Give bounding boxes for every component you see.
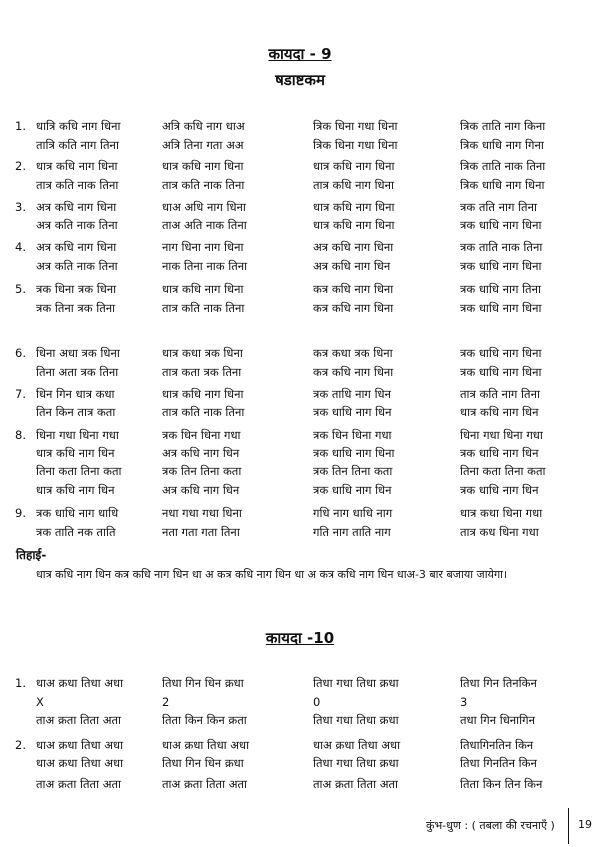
kayda9-row — [0, 346, 600, 364]
bol-cell: त्रिक ताति नाक तिना — [460, 159, 546, 173]
bol-cell: त्रक तिन तिना कता — [162, 464, 242, 478]
bol-cell: तिधा गधा तिधा क्रधा — [313, 713, 399, 727]
bol-cell: तिधा गिन धिन क्रधा — [162, 676, 244, 690]
kayda10-row — [0, 713, 600, 731]
bol-cell: तिना कता तिना कता — [36, 464, 122, 478]
row-number: 2. — [15, 159, 26, 173]
kayda9-row — [0, 218, 600, 236]
bol-cell: धाअ क्रधा तिधा अधा — [36, 676, 124, 690]
kayda9-row — [0, 178, 600, 196]
bol-cell: तधा गिन धिनागिन — [460, 713, 535, 727]
bol-cell: ताअ क्रता तिता अता — [313, 777, 399, 791]
row-number: 1. — [15, 119, 26, 133]
bol-cell: तिधा गिन तिनकिन — [460, 676, 537, 690]
bol-cell: धात्रि कधि नाग धिना — [36, 119, 121, 133]
kayda10-row — [0, 738, 600, 756]
bol-cell: त्रिक धिना गधा धिना — [313, 138, 398, 152]
bol-cell: तिधा गधा तिधा क्रधा — [313, 756, 399, 770]
bol-cell: धाअ क्रधा तिधा अधा — [36, 738, 124, 752]
bol-cell: अत्र कधि नाग धिन — [162, 446, 240, 460]
bol-cell: तात्र कध धिना गधा — [460, 525, 539, 539]
bol-cell: त्रक धाधि नाग धिन — [313, 483, 392, 497]
kayda-9-subtitle: षडाष्टकम — [275, 71, 325, 89]
bol-cell: धिना गधा धिना गधा — [460, 428, 543, 442]
bol-cell: तिना अता त्रक तिना — [36, 365, 119, 379]
bol-cell: नधा गधा गधा धिना — [162, 506, 242, 520]
bol-cell: त्रिक धाधि नाग धिना — [460, 178, 545, 192]
kayda9-row — [0, 525, 600, 543]
bol-cell: कत्र कधा त्रक धिना — [313, 346, 393, 360]
bol-cell: तिधागिनतिन किन — [460, 738, 534, 752]
bol-cell: अत्र कधि नाग धिना — [36, 240, 117, 254]
bol-cell: धात्र कधि नाग धिन — [460, 405, 539, 419]
bol-cell: 2 — [162, 695, 170, 709]
bol-cell: त्रक तिना त्रक तिना — [36, 301, 116, 315]
kayda9-row — [0, 405, 600, 423]
bol-cell: त्रक धाधि नाग तिना — [460, 282, 541, 296]
kayda10-row — [0, 756, 600, 774]
bol-cell: तिता किन किन क्रता — [162, 713, 247, 727]
bol-cell: धाअ क्रधा तिधा अधा — [36, 756, 124, 770]
bol-cell: 0 — [313, 695, 321, 709]
bol-cell: अत्रि तिना गता अअ — [162, 138, 244, 152]
bol-cell: धात्र कधा त्रक धिना — [162, 346, 243, 360]
row-number: 7. — [15, 387, 26, 401]
bol-cell: अत्रि कधि नाग धाअ — [162, 119, 245, 133]
bol-cell: तात्र कति नाक तिना — [36, 178, 119, 192]
bol-cell: तात्र कति नाग तिना — [460, 387, 540, 401]
bol-cell: ताअ अति नाक तिना — [162, 218, 247, 232]
bol-cell: धात्र कधि नाग धिना — [313, 200, 395, 214]
row-number: 3. — [15, 200, 26, 214]
kayda10-row — [0, 777, 600, 795]
bol-cell: त्रक ताधि नाग धिन — [313, 387, 391, 401]
kayda9-row — [0, 365, 600, 383]
bol-cell: त्रक धाधि नाग धिना — [313, 446, 395, 460]
bol-cell: अत्र कधि नाग धिना — [313, 240, 394, 254]
bol-cell: धात्र कधि नाग धिना — [162, 387, 244, 401]
bol-cell: अत्र कधि नाग धिना — [36, 200, 117, 214]
bol-cell: कत्र कधि नाग धिना — [313, 365, 394, 379]
bol-cell: नाग धिना नाग धिना — [162, 240, 244, 254]
bol-cell: ताअ क्रता तिता अता — [36, 713, 122, 727]
bol-cell: तात्र कति नाक तिना — [162, 405, 245, 419]
kayda9-row — [0, 200, 600, 218]
bol-cell: त्रक धाधि नाग धिन — [460, 446, 539, 460]
kayda9-row — [0, 119, 600, 137]
row-number: 4. — [15, 240, 26, 254]
bol-cell: त्रक धाधि नाग धिना — [460, 218, 542, 232]
bol-cell: त्रक तिन तिना कता — [313, 464, 393, 478]
kayda-10-title: कायदा -10 — [265, 629, 335, 647]
bol-cell: कत्र कधि नाग धिना — [313, 282, 394, 296]
tihai-heading: तिहाई- — [16, 548, 47, 562]
row-number: 9. — [15, 506, 26, 520]
bol-cell: X — [36, 695, 44, 709]
bol-cell: तात्र कता त्रक तिना — [162, 365, 242, 379]
bol-cell: धात्र कधि नाग धिन — [36, 446, 115, 460]
kayda9-row — [0, 159, 600, 177]
row-number: 6. — [15, 346, 26, 360]
bol-cell: तिन किन तात्र कता — [36, 405, 116, 419]
bol-cell: धाअ क्रधा तिधा अधा — [313, 738, 401, 752]
bol-cell: त्रक धिन धिना गधा — [313, 428, 392, 442]
kayda-9-title: कायदा - 9 — [268, 45, 332, 63]
bol-cell: त्रक ताति नक ताति — [36, 525, 116, 539]
bol-cell: अत्र कति नाक तिना — [36, 218, 118, 232]
bol-cell: अत्र कधि नाग धिन — [313, 259, 391, 273]
page-number: 19 — [578, 818, 592, 831]
kayda10-row — [0, 695, 600, 713]
kayda9-row — [0, 446, 600, 464]
bol-cell: ताअ क्रता तिता अता — [162, 777, 248, 791]
row-number: 2. — [15, 738, 26, 752]
bol-cell: धिन गिन धात्र कधा — [36, 387, 115, 401]
kayda9-row — [0, 301, 600, 319]
bol-cell: तिता किन तिन किन — [460, 777, 543, 791]
bol-cell: तिधा गिनतिन किन — [460, 756, 537, 770]
tihai-text: धात्र कधि नाग धिन कत्र कधि नाग धिन धा अ कत्र कधि नाग धिन धा अ कत्र कधि नाग धिन धाअ-3 बार बजाया जायेगा। — [36, 568, 508, 581]
bol-cell: धात्र कधि नाग धिना — [313, 218, 395, 232]
kayda9-row — [0, 483, 600, 501]
bol-cell: त्रक धाधि नाग धिना — [460, 301, 542, 315]
bol-cell: धात्र कधि नाग धिना — [162, 282, 244, 296]
bol-cell: त्रिक धाधि नाग गिना — [460, 138, 544, 152]
bol-cell: गधि नाग धाधि नाग — [313, 506, 393, 520]
bol-cell: धाअ अधि नाग धिना — [162, 200, 246, 214]
bol-cell: तात्र कधि नाग धिना — [313, 178, 394, 192]
bol-cell: तिधा गिन धिन क्रधा — [162, 756, 244, 770]
bol-cell: त्रिक ताति नाग किना — [460, 119, 546, 133]
bol-cell: त्रक धाधि नाग धाधि — [36, 506, 119, 520]
bol-cell: नाक तिना नाक तिना — [162, 259, 248, 273]
footer-book-title: कुंभ-धुण : ( तबला की रचनाएँ ) — [426, 819, 555, 832]
kayda9-row — [0, 259, 600, 277]
row-number: 5. — [15, 282, 26, 296]
bol-cell: धिना गधा धिना गधा — [36, 428, 119, 442]
bol-cell: तात्रि कति नाग तिना — [36, 138, 119, 152]
kayda10-row — [0, 676, 600, 694]
bol-cell: तात्र कति नाक तिना — [162, 301, 245, 315]
bol-cell: धात्र कधि नाग धिना — [36, 159, 118, 173]
bol-cell: त्रक धाधि नाग धिना — [460, 259, 542, 273]
bol-cell: अत्र कधि नाग धिन — [162, 483, 240, 497]
kayda9-row — [0, 138, 600, 156]
bol-cell: गति नाग ताति नाग — [313, 525, 391, 539]
bol-cell: धाअ क्रधा तिधा अधा — [162, 738, 250, 752]
kayda9-row — [0, 428, 600, 446]
row-number: 1. — [15, 676, 26, 690]
kayda9-row — [0, 240, 600, 258]
bol-cell: धात्र कधि नाग धिना — [313, 159, 395, 173]
bol-cell: त्रक तति नाग तिना — [460, 200, 537, 214]
bol-cell: त्रक ताति नाक तिना — [460, 240, 543, 254]
bol-cell: कत्र कधि नाग धिना — [313, 301, 394, 315]
bol-cell: धिना अधा त्रक धिना — [36, 346, 120, 360]
bol-cell: त्रक धाधि नाग धिन — [460, 483, 539, 497]
bol-cell: धात्र कधा धिना गधा — [460, 506, 543, 520]
bol-cell: त्रक धाधि नाग धिन — [313, 405, 392, 419]
bol-cell: अत्र कति नाक तिना — [36, 259, 118, 273]
bol-cell: त्रक धाधि नाग धिना — [460, 365, 542, 379]
bol-cell: धात्र कधि नाग धिना — [162, 159, 244, 173]
row-number: 8. — [15, 428, 26, 442]
bol-cell: त्रक धिना त्रक धिना — [36, 282, 117, 296]
bol-cell: त्रिक धिना गधा धिना — [313, 119, 398, 133]
kayda9-row — [0, 387, 600, 405]
bol-cell: त्रक धाधि नाग धिना — [460, 346, 542, 360]
kayda9-row — [0, 506, 600, 524]
kayda9-row — [0, 464, 600, 482]
bol-cell: तात्र कति नाक तिना — [162, 178, 245, 192]
bol-cell: धात्र कधि नाग धिन — [36, 483, 115, 497]
kayda9-row — [0, 282, 600, 300]
bol-cell: तिधा गधा तिधा क्रधा — [313, 676, 399, 690]
bol-cell: ताअ क्रता तिता अता — [36, 777, 122, 791]
bol-cell: नता गता गता तिना — [162, 525, 240, 539]
bol-cell: 3 — [460, 695, 468, 709]
bol-cell: तिना कता तिना कता — [460, 464, 546, 478]
footer-divider — [568, 808, 569, 844]
bol-cell: त्रक धिन धिना गधा — [162, 428, 241, 442]
